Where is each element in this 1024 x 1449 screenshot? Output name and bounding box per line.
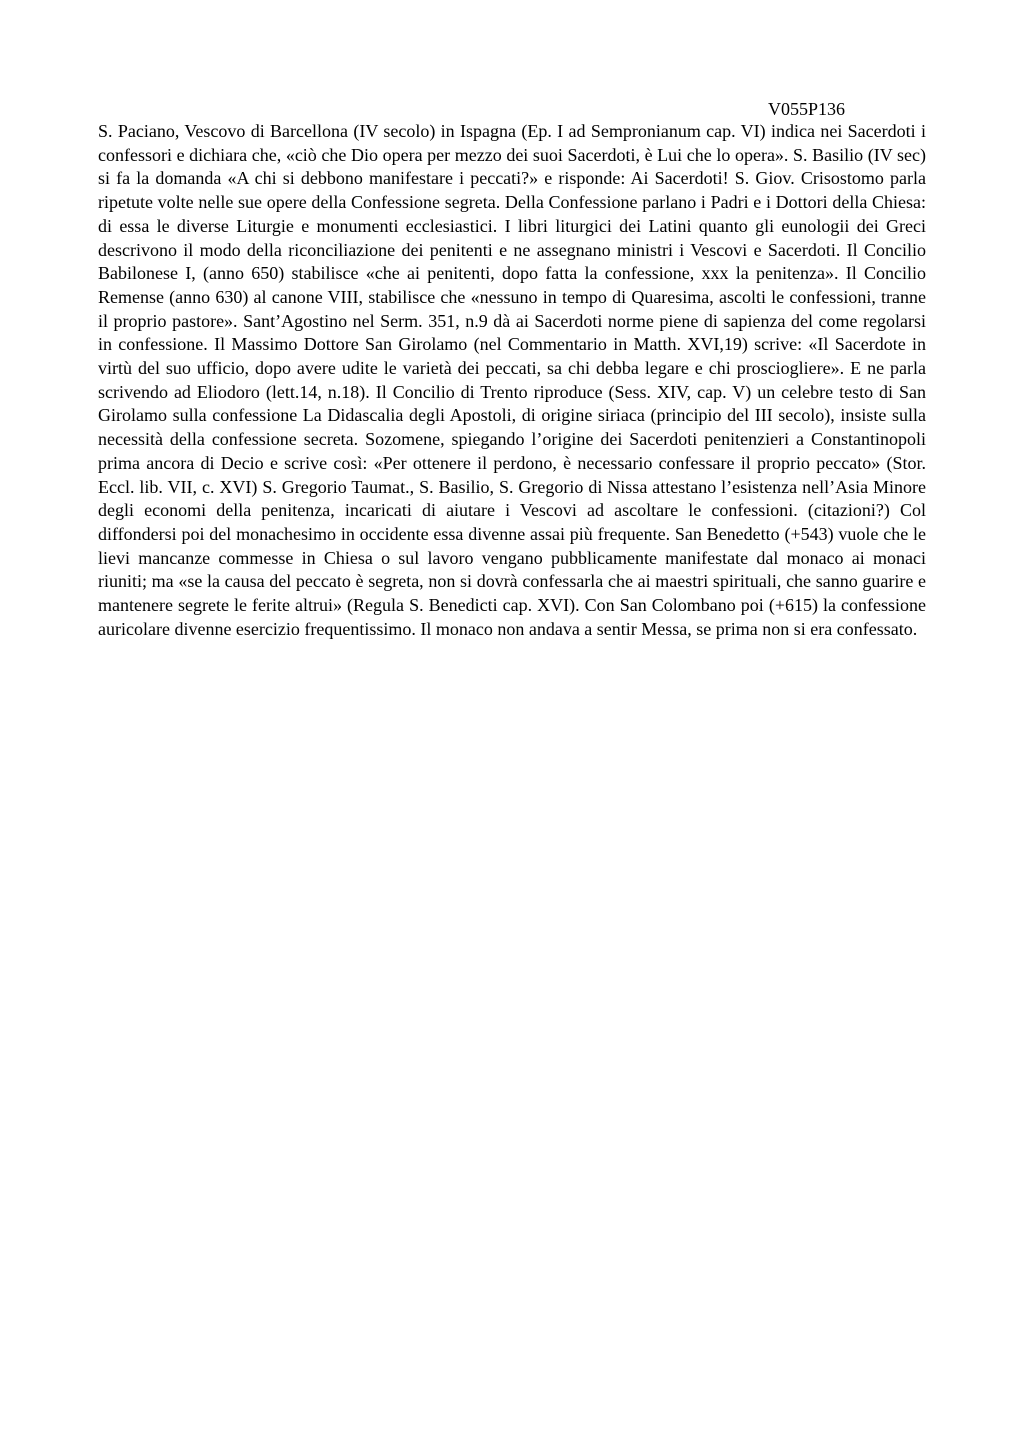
body-paragraph: S. Paciano, Vescovo di Barcellona (IV secolo) in Ispagna (Ep. I ad Sempronianum cap. VI) indica nei Sacerdoti i confessori e dichiara che, «ciò che Dio opera per mezzo dei suoi Sacerdoti, è Lui che lo opera». S. Basilio (IV sec) si fa la domanda «A chi si debbono manifestare i peccati?» e risponde: Ai Sacerdoti! S. Giov. Crisostomo parla ripetute volte nelle sue opere della Confessione segreta. Della Confessione parlano i Padri e i Dottori della Chiesa: di essa le diverse Liturgie e monumenti ecclesiastici. I libri liturgici dei Latini quanto gli eunologii dei Greci descrivono il modo della riconciliazione dei penitenti e ne assegnano ministri i Vescovi e Sacerdoti. Il Concilio Babilonese I, (anno 650) stabilisce «che ai penitenti, dopo fatta la confessione, xxx la penitenza». Il Concilio Remense (anno 630) al canone VIII, stabilisce che «nessuno in tempo di Quaresima, ascolti le confessioni, tranne il proprio pastore». Sant’Agostino nel Serm. 351, n.9 dà ai Sacerdoti norme piene di sapienza del come regolarsi in confessione. Il Massimo Dottore San Girolamo (nel Commentario in Matth. XVI,19) scrive: «Il Sacerdote in virtù del suo ufficio, dopo avere udite le varietà dei peccati, sa chi debba legare e chi prosciogliere». E ne parla scrivendo ad Eliodoro (lett.14, n.18). Il Concilio di Trento riproduce (Sess. XIV, cap. V) un celebre testo di San Girolamo sulla confessione La Didascalia degli Apostoli, di origine siriaca (principio del III secolo), insiste sulla necessità della confessione secreta. Sozomene, spiegando l’origine dei Sacerdoti penitenzieri a Constantinopoli prima ancora di Decio e scrive così: «Per ottenere il perdono, è necessario confessare il proprio peccato» (Stor. Eccl. lib. VII, c. XVI) S. Gregorio Taumat., S. Basilio, S. Gregorio di Nissa attestano l’esistenza nell’Asia Minore degli economi della penitenza, incaricati di aiutare i Vescovi ad ascoltare le confessioni. (citazioni?) Col diffondersi poi del monachesimo in occidente essa divenne assai più frequente. San Benedetto (+543) vuole che le lievi mancanze commesse in Chiesa o sul lavoro vengano pubblicamente manifestate dal monaco ai monaci riuniti; ma «se la causa del peccato è segreta, non si dovrà confessarla che ai maestri spirituali, che sanno guarire e mantenere segrete le ferite altrui» (Regula S. Benedicti cap. XVI). Con San Colombano poi (+615) la confessione auricolare divenne esercizio frequentissimo. Il monaco non andava a sentir Messa, se prima non si era confessato. — [98, 121, 926, 639]
page-reference-code: V055P136 — [768, 99, 846, 119]
